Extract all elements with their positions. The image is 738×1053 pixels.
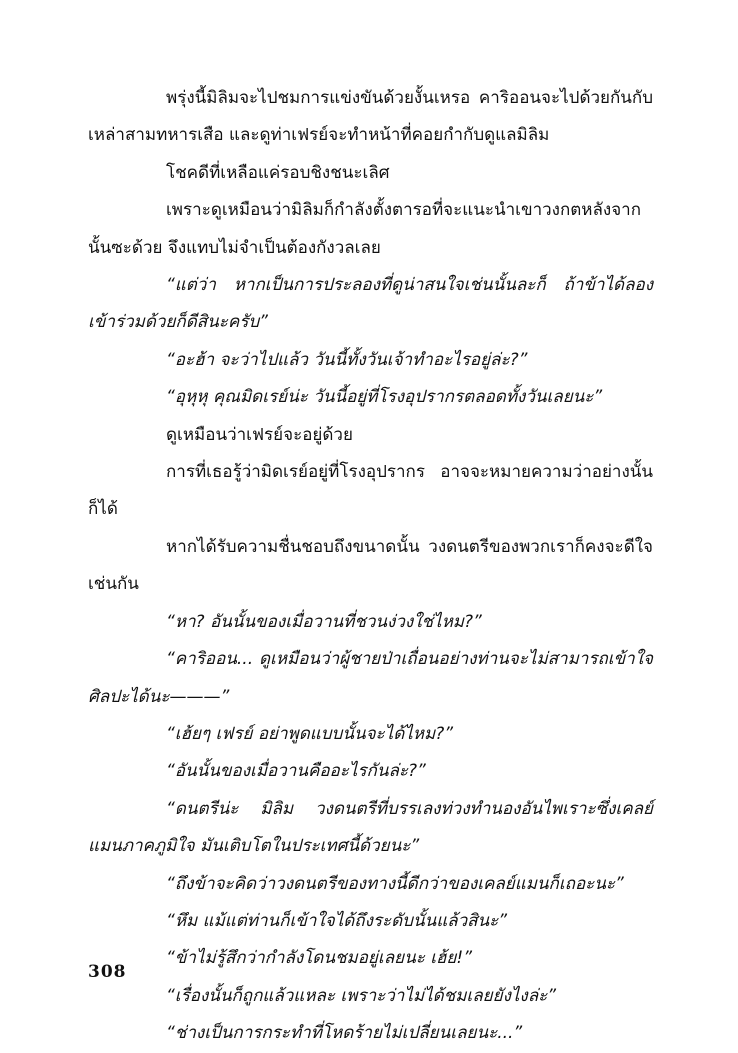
dialogue-paragraph: “ดนตรีน่ะ มิลิม วงดนตรีที่บรรเลงท่วงทำนองอันไพเราะซึ่งเคลย์แมนภาคภูมิใจ มันเติบโตในประเทศนี้ด้วยนะ” xyxy=(88,798,653,857)
dialogue-paragraph: “ข้าไม่รู้สึกว่ากำลังโดนชมอยู่เลยนะ เฮ้ย!” xyxy=(166,948,472,969)
narrative-paragraph: ดูเหมือนว่าเฟรย์จะอยู่ด้วย xyxy=(166,424,353,445)
narrative-paragraph: หากได้รับความชื่นชอบถึงขนาดนั้น วงดนตรีของพวกเราก็คงจะดีใจเช่นกัน xyxy=(88,536,653,595)
dialogue-paragraph: “อะฮ้า จะว่าไปแล้ว วันนี้ทั้งวันเจ้าทำอะไรอยู่ล่ะ?” xyxy=(166,349,528,370)
dialogue-paragraph: “เรื่องนั้นก็ถูกแล้วแหละ เพราะว่าไม่ได้ชมเลยยังไงล่ะ” xyxy=(166,985,557,1006)
dialogue-paragraph: “เฮ้ยๆ เฟรย์ อย่าพูดแบบนั้นจะได้ไหม?” xyxy=(166,723,454,744)
dialogue-paragraph: “ถึงข้าจะคิดว่าวงดนตรีของทางนี้ดีกว่าของเคลย์แมนก็เถอะนะ” xyxy=(166,873,624,894)
dialogue-paragraph: “อันนั้นของเมื่อวานคืออะไรกันล่ะ?” xyxy=(166,761,426,782)
dialogue-paragraph: “ช่างเป็นการกระทำที่โหดร้ายไม่เปลี่ยนเลยนะ...” xyxy=(166,1023,523,1044)
narrative-paragraph: เพราะดูเหมือนว่ามิลิมก็กำลังตั้งตารอที่จะแนะนำเขาวงกตหลังจากนั้นซะด้วย จึงแทบไม่จำเป็นต้องกังวลเลย xyxy=(88,200,642,258)
dialogue-paragraph: “หึม แม้แต่ท่านก็เข้าใจได้ถึงระดับนั้นแล้วสินะ” xyxy=(166,910,508,931)
narrative-paragraph: โชคดีที่เหลือแค่รอบชิงชนะเลิศ xyxy=(166,162,390,183)
body-text xyxy=(88,80,653,1053)
narrative-paragraph: พรุ่งนี้มิลิมจะไปชมการแข่งขันด้วยงั้นเหรอ คาริออนจะไปด้วยกันกับเหล่าสามทหารเสือ และดูท่าเฟรย์จะทำหน้าที่คอยกำกับดูแลมิลิม xyxy=(88,88,653,146)
page-number: 308 xyxy=(88,962,127,982)
dialogue-paragraph: “คาริออน... ดูเหมือนว่าผู้ชายป่าเถื่อนอย่างท่านจะไม่สามารถเข้าใจศิลปะได้นะ———” xyxy=(88,649,653,707)
dialogue-paragraph: “อุหุหุ คุณมิดเรย์น่ะ วันนี้อยู่ที่โรงอุปรากรตลอดทั้งวันเลยนะ” xyxy=(166,387,603,408)
dialogue-paragraph: “แต่ว่า หากเป็นการประลองที่ดูน่าสนใจเช่นนั้นละก็ ถ้าข้าได้ลองเข้าร่วมด้วยก็ดีสินะครับ” xyxy=(88,275,653,333)
dialogue-paragraph: “หา? อันนั้นของเมื่อวานที่ชวนง่วงใช่ไหม?” xyxy=(166,611,482,632)
narrative-paragraph: การที่เธอรู้ว่ามิดเรย์อยู่ที่โรงอุปรากร อาจจะหมายความว่าอย่างนั้นก็ได้ xyxy=(88,462,653,520)
